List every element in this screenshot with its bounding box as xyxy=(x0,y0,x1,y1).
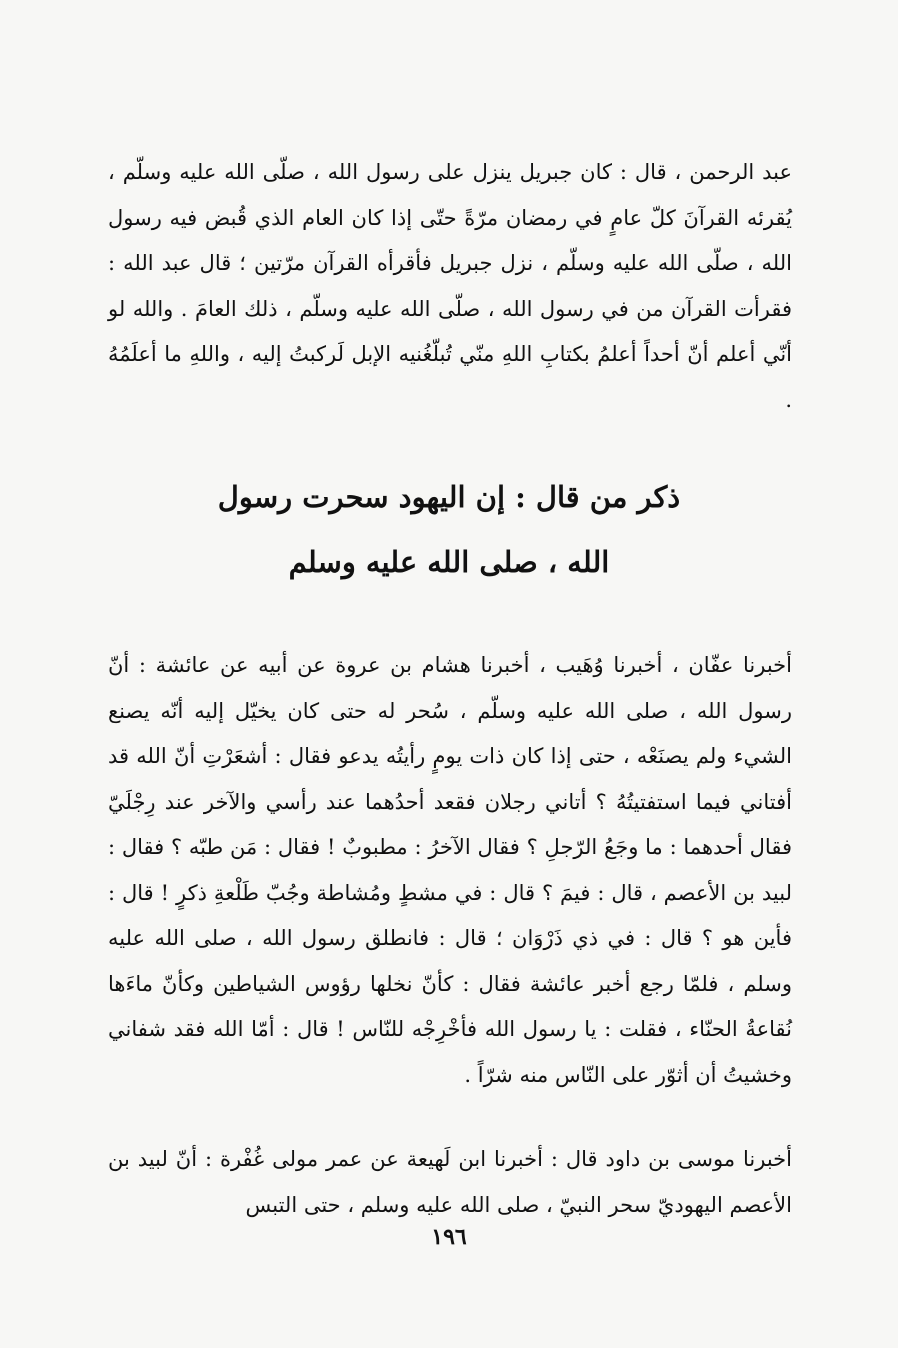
paragraph-1: عبد الرحمن ، قال : كان جبريل ينزل على رسول الله ، صلّى الله عليه وسلّم ، يُقرئه القرآنَ كلّ عامٍ في رمضان مرّةً حتّى إذا كان العام الذي قُبض فيه رسول الله ، صلّى الله عليه وسلّم ، نزل جبريل فأقرأه القرآن مرّتين ؛ قال عبد الله : فقرأت القرآن من في رسول الله ، صلّى الله عليه وسلّم ، ذلك العامَ . والله لو أنّي أعلم أنّ أحداً أعلمُ بكتابِ اللهِ منّي تُبلّغُنيه الإبل لَركبتُ إليه ، واللهِ ما أعلَمُهُ . xyxy=(108,160,792,412)
page-number: ١٩٦ xyxy=(431,1224,467,1250)
section-heading-line-1: ذكر من قال : إن اليهود سحرت رسول xyxy=(217,480,681,514)
paragraph-2: أخبرنا عفّان ، أخبرنا وُهَيب ، أخبرنا هشام بن عروة عن أبيه عن عائشة : أنّ رسول الله ، صلى الله عليه وسلّم ، سُحر له حتى كان يخيّل إليه أنّه يصنع الشيء ولم يصنَعْه ، حتى إذا كان ذات يومٍ رأيتُه يدعو فقال : أشعَرْتِ أنّ الله قد أفتاني فيما استفتيتُهُ ؟ أتاني رجلان فقعد أحدُهما عند رأسي والآخر عند رِجْلَيّ فقال أحدهما : ما وجَعُ الرّجلِ ؟ فقال الآخرُ : مطبوبٌ ! فقال : مَن طبّه ؟ فقال : لبيد بن الأعصم ، قال : فيمَ ؟ قال : في مشطٍ ومُشاطة وجُبّ طَلْعةِ ذكرٍ ! قال : فأين هو ؟ قال : في ذي ذَرْوَان ؛ قال : فانطلق رسول الله ، صلى الله عليه وسلم ، فلمّا رجع أخبر عائشة فقال : كأنّ نخلها رؤوس الشياطين وكأنّ ماءَها نُقاعةُ الحنّاء ، فقلت : يا رسول الله فأخْرِجْه للنّاس ! قال : أمّا الله فقد شفاني وخشيتُ أن أثوّر على النّاس منه شرّاً . xyxy=(108,653,792,1087)
section-heading-line-2: الله ، صلى الله عليه وسلم xyxy=(288,545,610,579)
paragraph-3: أخبرنا موسى بن داود قال : أخبرنا ابن لَهيعة عن عمر مولى غُفْرة : أنّ لبيد بن الأعصم اليهوديّ سحر النبيّ ، صلى الله عليه وسلم ، حتى التبس xyxy=(108,1147,792,1217)
